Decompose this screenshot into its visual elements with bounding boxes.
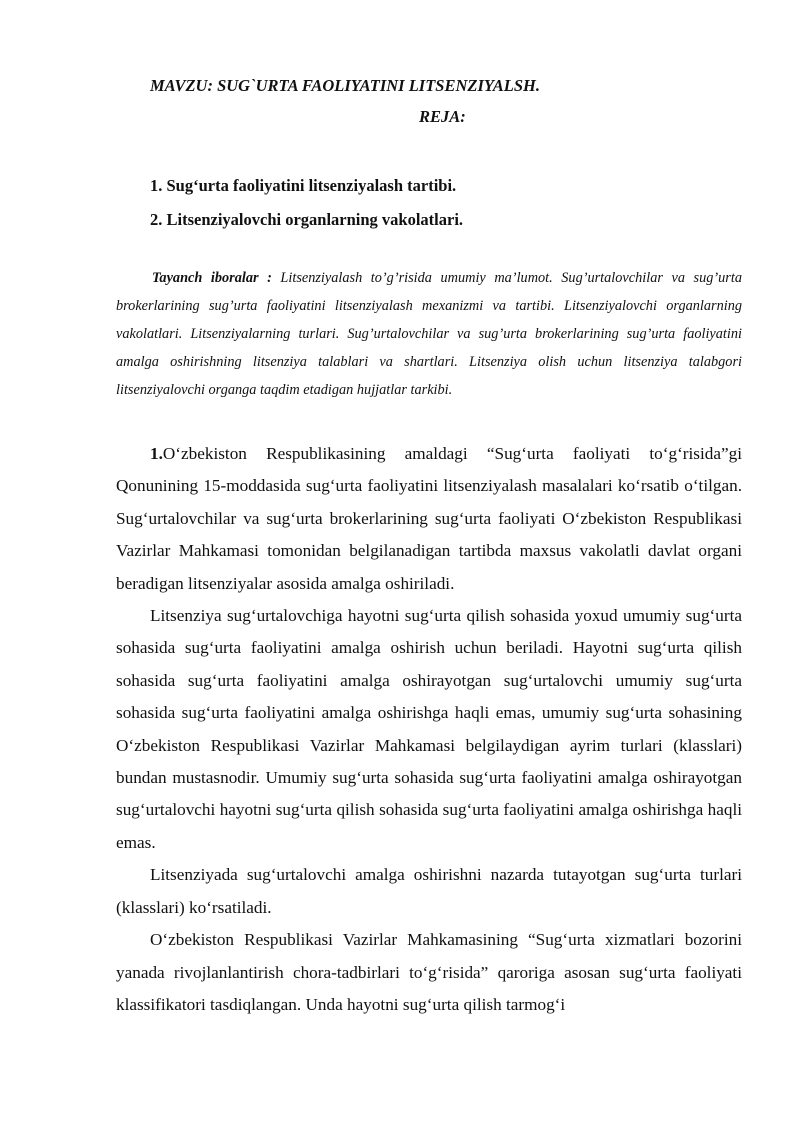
body-paragraph-4: O‘zbekiston Respublikasi Vazirlar Mahkamasining “Sug‘urta xizmatlari bozorini yanada rivojlanlantirish chora-tadbirlari to‘g‘risida” qaroriga asosan sug‘urta faoliyati klassifikatori tasdiqlangan. Unda hayotni sug‘urta qilish tarmog‘i bbox=[116, 930, 742, 1014]
plan-item-1: 1. Sug‘urta faoliyatini litsenziyalash tartibi. bbox=[150, 176, 457, 195]
keywords-text: Litsenziyalash to’g’risida umumiy ma’lumot. Sug’urtalovchilar va sug’urta brokerlarining sug’urta faoliyatini litsenziyalash mexanizmi va tartibi. Litsenziyalovchi organlarning vakolatlari. Litsenziyalarning turlari. Sug’urtalovchilar va sug’urta brokerlarining sug’urta faoliyatini amalga oshirishning litsenziya talablari va shartlari. Litsenziya olish uchun litsenziya talabgori litsenziyalovchi organga taqdim etadigan hujjatlar tarkibi. bbox=[116, 270, 742, 398]
paragraph-text: O‘zbekiston Respublikasining amaldagi “Sug‘urta faoliyati to‘g‘risida”gi Qonunining 15-moddasida sug‘urta faoliyatini litsenziyalash masalalari ko‘rsatib o‘tilgan. Sug‘urtalovchilar va sug‘urta brokerlarining sug‘urta faoliyati O‘zbekiston Respublikasi Vazirlar Mahkamasi tomonidan belgilanadigan tartibda maxsus vakolatli davlat organi beradigan litsenziyalar asosida amalga oshiriladi. bbox=[116, 444, 742, 593]
section-1 bbox=[116, 438, 742, 1021]
plan-list bbox=[150, 172, 463, 240]
plan-item-2: 2. Litsenziyalovchi organlarning vakolatlari. bbox=[150, 210, 464, 229]
document-title: MAVZU: SUG`URTA FAOLIYATINI LITSENZIYALSH. bbox=[150, 76, 540, 95]
body-paragraph-2: Litsenziya sug‘urtalovchiga hayotni sug‘urta qilish sohasida yoxud umumiy sug‘urta sohasida sug‘urta faoliyatini amalga oshirish uchun beriladi. Hayotni sug‘urta qilish sohasida sug‘urta faoliyatini amalga oshirayotgan sug‘urtalovchi umumiy sug‘urta sohasida sug‘urta faoliyatini amalga oshirishga haqli emas, umumiy sug‘urta sohasining O‘zbekiston Respublikasi Vazirlar Mahkamasi belgilaydigan ayrim turlari (klasslari) bundan mustasnodir. Umumiy sug‘urta sohasida sug‘urta faoliyatini amalga oshirayotgan sug‘urtalovchi hayotni sug‘urta qilish sohasida sug‘urta faoliyatini amalga oshirishga haqli emas. bbox=[116, 606, 742, 852]
plan-heading: REJA: bbox=[419, 107, 466, 126]
keywords-label: Tayanch iboralar : bbox=[152, 270, 272, 286]
section-number: 1. bbox=[150, 444, 163, 463]
body-paragraph-1 bbox=[116, 438, 742, 600]
keywords-paragraph bbox=[116, 264, 742, 404]
body-paragraph-3: Litsenziyada sug‘urtalovchi amalga oshirishni nazarda tutayotgan sug‘urta turlari (klasslari) ko‘rsatiladi. bbox=[116, 865, 742, 917]
